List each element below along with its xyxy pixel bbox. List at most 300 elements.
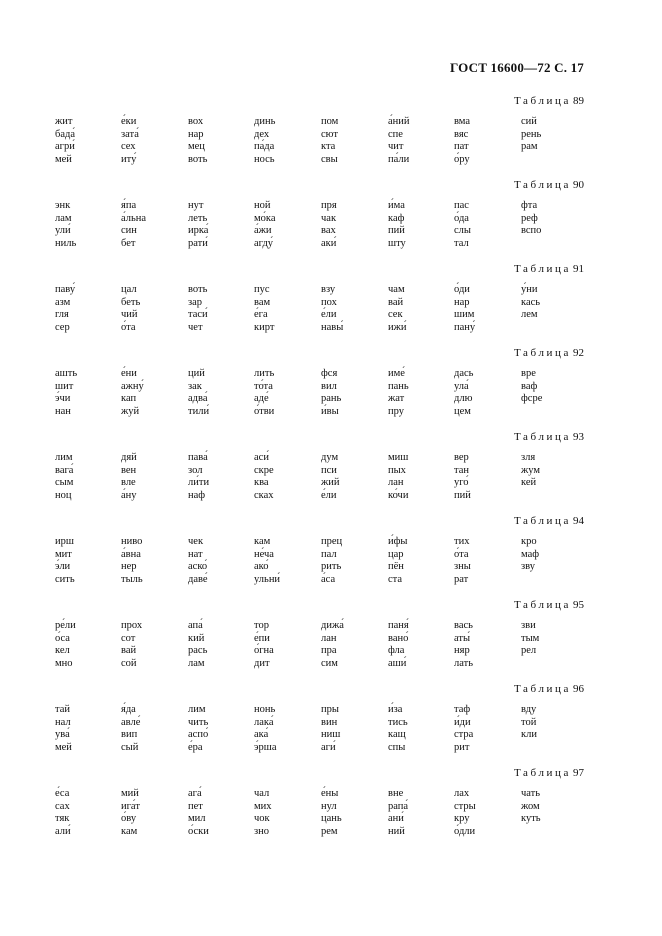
syllable-column (388, 284, 407, 334)
syllable-cell: мих (254, 800, 272, 812)
syllable-cell: мей (55, 741, 72, 753)
syllable-cell: ирш (55, 536, 74, 547)
table-number: 95 (573, 599, 584, 611)
syllable-cell: вле (121, 477, 136, 488)
syllable-cell: таси́ (188, 309, 208, 320)
syllable-column (254, 620, 274, 670)
syllable-cell (521, 154, 541, 167)
syllable-cell: скре (254, 464, 274, 476)
table-caption-word: Таблица (514, 767, 571, 779)
syllable-cell: рем (321, 825, 338, 837)
syllable-cell: нул (321, 800, 337, 812)
syllable-cell: о́са (55, 632, 70, 644)
syllable-column (254, 116, 275, 166)
syllable-column (454, 788, 476, 838)
syllable-cell: ко́чи (388, 489, 409, 501)
syllable-cell: пава́ (188, 452, 208, 463)
syllable-cell: аты́ (454, 632, 471, 644)
syllable-column (454, 284, 475, 334)
syllable-cell: нал (55, 716, 71, 728)
syllable-cell: дась (454, 368, 474, 379)
syllable-cell: кта (321, 141, 336, 152)
syllable-cell: е́ли (321, 309, 337, 320)
syllable-cell: ижи́ (388, 321, 407, 333)
syllable-cell: лам (55, 212, 72, 224)
table-number: 97 (573, 767, 584, 779)
syllable-cell: пру (388, 405, 404, 417)
syllable-cell: воть (188, 284, 208, 295)
syllable-cell: вер (454, 452, 469, 463)
syllable-cell: ваф (521, 380, 538, 392)
table-caption (514, 95, 584, 107)
syllable-cell: жом (521, 800, 540, 812)
syllable-column (321, 620, 344, 670)
syllable-column (388, 200, 406, 250)
syllable-cell (521, 826, 541, 839)
syllable-cell: пря (321, 200, 337, 211)
syllable-cell: чит (388, 141, 404, 152)
table-caption (514, 263, 584, 275)
syllable-table (0, 704, 662, 764)
syllable-column (388, 620, 409, 670)
syllable-table (0, 200, 662, 260)
syllable-cell: е́са (55, 788, 70, 799)
syllable-column (121, 788, 140, 838)
syllable-cell: куть (521, 813, 541, 824)
syllable-cell: жум (521, 464, 541, 476)
syllable-table (0, 452, 662, 512)
syllable-cell: сим (321, 657, 338, 669)
table-caption (514, 431, 584, 443)
syllable-cell: стры (454, 800, 476, 812)
syllable-cell: уго́ (454, 477, 469, 488)
syllable-cell: чок (254, 813, 270, 824)
syllable-cell: нар (188, 128, 204, 140)
syllable-column (321, 788, 342, 838)
syllable-cell: рась (188, 645, 208, 656)
syllable-cell: таф (454, 704, 471, 715)
syllable-cell: лан (388, 477, 404, 488)
syllable-cell: нонь (254, 704, 276, 715)
syllable-cell: а́ну (121, 489, 137, 501)
syllable-column (254, 284, 274, 334)
syllable-cell: пий (454, 489, 471, 501)
syllable-cell: аспо́ (188, 729, 209, 740)
syllable-column (121, 620, 142, 670)
syllable-cell: и́ма (388, 200, 405, 211)
syllable-cell: е́га (254, 309, 268, 320)
syllable-cell: е́ны (321, 788, 339, 799)
table-caption-word: Таблица (514, 515, 571, 527)
syllable-cell: о́да (454, 212, 469, 224)
syllable-column (254, 788, 272, 838)
syllable-cell: пас (454, 200, 469, 211)
syllable-cell: аси́ (254, 452, 269, 463)
syllable-cell: сым (55, 477, 74, 488)
syllable-cell: энк (55, 200, 71, 211)
syllable-cell: шту (388, 237, 406, 249)
syllable-cell: шит (55, 380, 74, 392)
syllable-column (55, 368, 77, 418)
syllable-cell: лить (254, 368, 275, 379)
syllable-cell: мей (55, 153, 72, 165)
syllable-cell: зля (521, 452, 536, 463)
syllable-column (188, 284, 208, 334)
syllable-cell: динь (254, 116, 276, 127)
syllable-column (254, 452, 274, 502)
syllable-cell: каф (388, 212, 405, 224)
syllable-cell: спе (388, 128, 403, 140)
syllable-column (121, 368, 144, 418)
syllable-cell (521, 574, 539, 587)
syllable-cell: е́ки (121, 116, 137, 127)
syllable-cell: о́та (121, 321, 136, 333)
syllable-column (388, 704, 408, 754)
syllable-cell: жий (321, 477, 340, 488)
syllable-cell: длю (454, 393, 473, 404)
syllable-cell: кли (521, 729, 537, 740)
syllable-cell: сой (121, 657, 137, 669)
syllable-cell: кась (521, 296, 541, 308)
syllable-column (254, 200, 276, 250)
syllable-column (321, 704, 340, 754)
syllable-cell: аки́ (321, 237, 337, 249)
syllable-cell: зар (188, 296, 203, 308)
syllable-cell (521, 238, 541, 251)
syllable-cell: дижа́ (321, 620, 344, 631)
syllable-cell: зол (188, 464, 203, 476)
syllable-cell: ниль (55, 237, 77, 249)
syllable-cell: лам (188, 657, 205, 669)
table-caption (514, 347, 584, 359)
syllable-cell: пых (388, 464, 406, 476)
syllable-cell: пра (321, 645, 337, 656)
syllable-cell: тан (454, 464, 469, 476)
syllable-cell: э́ли (55, 561, 71, 572)
syllable-cell: азм (55, 296, 71, 308)
syllable-cell: о́дли (454, 825, 476, 837)
syllable-cell: реф (521, 212, 538, 224)
syllable-cell: цар (388, 548, 404, 560)
syllable-column (188, 788, 209, 838)
syllable-column (121, 536, 143, 586)
syllable-cell: у́ни (521, 284, 538, 295)
syllable-cell: нут (188, 200, 204, 211)
syllable-cell (521, 742, 537, 755)
syllable-cell: зно (254, 825, 270, 837)
syllable-cell: а́льна (121, 212, 147, 224)
syllable-column (55, 704, 72, 754)
syllable-cell: я́да (121, 704, 136, 715)
syllable-cell: вам (254, 296, 271, 308)
syllable-cell: о́гна (254, 645, 274, 656)
syllable-cell: тили́ (188, 405, 210, 417)
syllable-cell: ирка́ (188, 225, 209, 236)
table-number: 93 (573, 431, 584, 443)
syllable-cell: рел (521, 645, 537, 656)
syllable-cell: ниш (321, 729, 341, 740)
syllable-cell: слы (454, 225, 471, 236)
syllable-column (55, 620, 76, 670)
syllable-cell: мно (55, 657, 73, 669)
syllable-column (121, 284, 140, 334)
syllable-cell: нось (254, 153, 275, 165)
syllable-cell: али́ (55, 825, 71, 837)
syllable-cell: чий (121, 309, 138, 320)
syllable-cell: вяс (454, 128, 469, 140)
syllable-cell: зны (454, 561, 471, 572)
syllable-cell: вил (321, 380, 337, 392)
table-number: 89 (573, 95, 584, 107)
syllable-cell: ной (254, 200, 271, 211)
syllable-cell: кей (521, 477, 537, 488)
syllable-table (0, 788, 662, 848)
syllable-cell: рати́ (188, 237, 208, 249)
syllable-table (0, 368, 662, 428)
syllable-cell: вась (454, 620, 473, 631)
syllable-cell: сют (321, 128, 338, 140)
table-number: 92 (573, 347, 584, 359)
syllable-cell: е́пи (254, 632, 270, 644)
syllable-column (321, 452, 340, 502)
syllable-cell: чак (321, 212, 337, 224)
syllable-cell: адва́ (188, 393, 208, 404)
syllable-cell: ций (188, 368, 205, 379)
syllable-cell: ако́ (254, 561, 269, 572)
syllable-column (321, 116, 338, 166)
syllable-cell: кий (188, 632, 205, 644)
syllable-column (188, 368, 209, 418)
syllable-cell: па́ли (388, 153, 410, 165)
syllable-cell: тыль (121, 573, 143, 585)
syllable-column (454, 536, 471, 586)
syllable-cell: пох (321, 296, 337, 308)
syllable-cell: фся (321, 368, 338, 379)
syllable-cell: цань (321, 813, 342, 824)
syllable-cell: вспо (521, 225, 542, 236)
syllable-cell: жит (55, 116, 73, 127)
syllable-cell: и́вы (321, 405, 339, 417)
syllable-cell: аско́ (188, 561, 208, 572)
syllable-cell: мий (121, 788, 139, 799)
syllable-cell: то́та (254, 380, 273, 392)
syllable-cell: нер (121, 561, 137, 572)
syllable-cell: аши́ (388, 657, 407, 669)
syllable-cell: гля (55, 309, 69, 320)
table-caption-word: Таблица (514, 179, 571, 191)
syllable-cell: кам (121, 825, 138, 837)
syllable-cell: бада́ (55, 128, 76, 140)
syllable-cell: вип (121, 729, 138, 740)
syllable-cell: миш (388, 452, 409, 463)
syllable-cell: чек (188, 536, 204, 547)
syllable-cell: тись (388, 716, 408, 728)
syllable-column (388, 452, 408, 502)
syllable-cell: па́да (254, 141, 275, 152)
table-caption-word: Таблица (514, 599, 571, 611)
syllable-cell: леть (188, 212, 208, 224)
syllable-column (321, 200, 337, 250)
syllable-cell: лать (454, 657, 474, 669)
syllable-cell: лим (55, 452, 73, 463)
syllable-cell: тих (454, 536, 470, 547)
syllable-cell: пат (454, 141, 469, 152)
syllable-cell: иту́ (121, 153, 137, 165)
syllable-cell: агри́ (55, 141, 75, 152)
syllable-cell: пий (388, 225, 405, 236)
syllable-cell: нар (454, 296, 470, 308)
syllable-cell: ува́ (55, 729, 70, 740)
syllable-column (188, 536, 208, 586)
syllable-cell: нан (55, 405, 71, 417)
syllable-cell: вен (121, 464, 137, 476)
syllable-cell: кро (521, 536, 537, 547)
syllable-cell: пси (321, 464, 337, 476)
syllable-column (321, 368, 341, 418)
syllable-cell: дяй (121, 452, 137, 463)
syllable-cell: тал (454, 237, 469, 249)
syllable-column (254, 704, 277, 754)
syllable-cell: о́ди (454, 284, 470, 295)
syllable-column (321, 536, 342, 586)
syllable-cell: е́ли (321, 489, 337, 501)
syllable-cell: сый (121, 741, 139, 753)
syllable-cell: э́рша (254, 741, 277, 753)
syllable-cell: вано́ (388, 632, 409, 644)
syllable-cell: цем (454, 405, 471, 417)
table-number: 90 (573, 179, 584, 191)
syllable-cell: а́са (321, 573, 336, 585)
syllable-cell: пён (388, 561, 404, 572)
syllable-cell: о́ру (454, 153, 470, 165)
syllable-cell: кащ (388, 729, 406, 740)
syllable-cell: паня́ (388, 620, 409, 631)
syllable-cell: вай (388, 296, 404, 308)
syllable-cell: стра (454, 729, 474, 740)
syllable-cell: кирт (254, 321, 275, 333)
syllable-cell: ани́ (388, 813, 404, 824)
syllable-cell: чам (388, 284, 405, 295)
syllable-cell: зак (188, 380, 202, 392)
table-caption (514, 515, 584, 527)
syllable-cell: а́ний (388, 116, 410, 127)
syllable-column (388, 116, 410, 166)
syllable-column (55, 116, 75, 166)
syllable-cell: свы (321, 153, 338, 165)
syllable-cell: навы́ (321, 321, 344, 333)
syllable-column (188, 620, 207, 670)
syllable-column (454, 116, 470, 166)
syllable-cell: цал (121, 284, 137, 295)
syllable-table (0, 536, 662, 596)
syllable-column (521, 788, 541, 838)
syllable-cell: дит (254, 657, 270, 669)
syllable-cell: ста (388, 573, 403, 585)
syllable-column (55, 200, 76, 250)
syllable-cell: и́за (388, 704, 403, 715)
syllable-column (521, 116, 541, 166)
table-caption-word: Таблица (514, 431, 571, 443)
syllable-column (121, 452, 137, 502)
syllable-cell: апа́ (188, 620, 203, 631)
syllable-cell: прох (121, 620, 143, 631)
syllable-table (0, 620, 662, 680)
syllable-column (188, 452, 209, 502)
syllable-cell: сер (55, 321, 70, 333)
syllable-cell: пом (321, 116, 339, 127)
table-number: 91 (573, 263, 584, 275)
syllable-column (55, 284, 75, 334)
syllable-column (55, 536, 75, 586)
syllable-cell: ига́т (121, 800, 140, 812)
syllable-cell: син (121, 225, 137, 236)
syllable-cell: сех (121, 141, 136, 152)
syllable-cell: пал (321, 548, 337, 560)
syllable-cell: рам (521, 141, 538, 152)
syllable-cell: а́жи (254, 225, 272, 236)
syllable-cell: вин (321, 716, 338, 728)
syllable-cell: сах (55, 800, 70, 812)
syllable-cell: маф (521, 548, 540, 560)
syllable-column (521, 200, 541, 250)
syllable-column (55, 452, 73, 502)
syllable-cell: вага́ (55, 464, 74, 476)
syllable-cell: ре́ли (55, 620, 76, 631)
syllable-cell: кел (55, 645, 70, 656)
syllable-cell: спы (388, 741, 406, 753)
syllable-cell: аде́ (254, 393, 269, 404)
syllable-column (188, 704, 208, 754)
syllable-column (121, 116, 139, 166)
syllable-cell: мец (188, 141, 205, 152)
syllable-cell: зву (521, 561, 535, 572)
syllable-cell: шим (454, 309, 475, 320)
syllable-cell: дум (321, 452, 339, 463)
syllable-cell: чить (188, 716, 209, 728)
syllable-cell: взу (321, 284, 336, 295)
table-number: 94 (573, 515, 584, 527)
syllable-column (388, 536, 407, 586)
syllable-table (0, 116, 662, 176)
syllable-cell: ули́ (55, 225, 71, 236)
syllable-cell: рань (321, 393, 342, 404)
syllable-cell: зви (521, 620, 536, 631)
syllable-column (321, 284, 343, 334)
syllable-cell: о́тви (254, 405, 275, 417)
syllable-column (454, 368, 473, 418)
syllable-column (521, 452, 540, 502)
syllable-cell: пань (388, 380, 409, 392)
syllable-cell: пус (254, 284, 270, 295)
table-caption (514, 683, 584, 695)
syllable-cell: я́па (121, 200, 137, 211)
syllable-cell: о́ву (121, 813, 137, 824)
syllable-cell: сот (121, 632, 136, 644)
syllable-cell: сить (55, 573, 75, 585)
syllable-cell: рит (454, 741, 470, 753)
syllable-cell: лим (188, 704, 206, 715)
syllable-cell: вай (121, 645, 137, 656)
syllable-cell: ниво (121, 536, 143, 547)
syllable-cell: наф (188, 489, 206, 501)
syllable-column (521, 536, 539, 586)
syllable-cell: ульни́ (254, 573, 281, 585)
syllable-cell: той (521, 716, 537, 728)
syllable-cell: сек (388, 309, 403, 320)
syllable-cell: рень (521, 128, 542, 140)
syllable-cell: пры (321, 704, 339, 715)
syllable-cell: о́ски (188, 825, 209, 837)
